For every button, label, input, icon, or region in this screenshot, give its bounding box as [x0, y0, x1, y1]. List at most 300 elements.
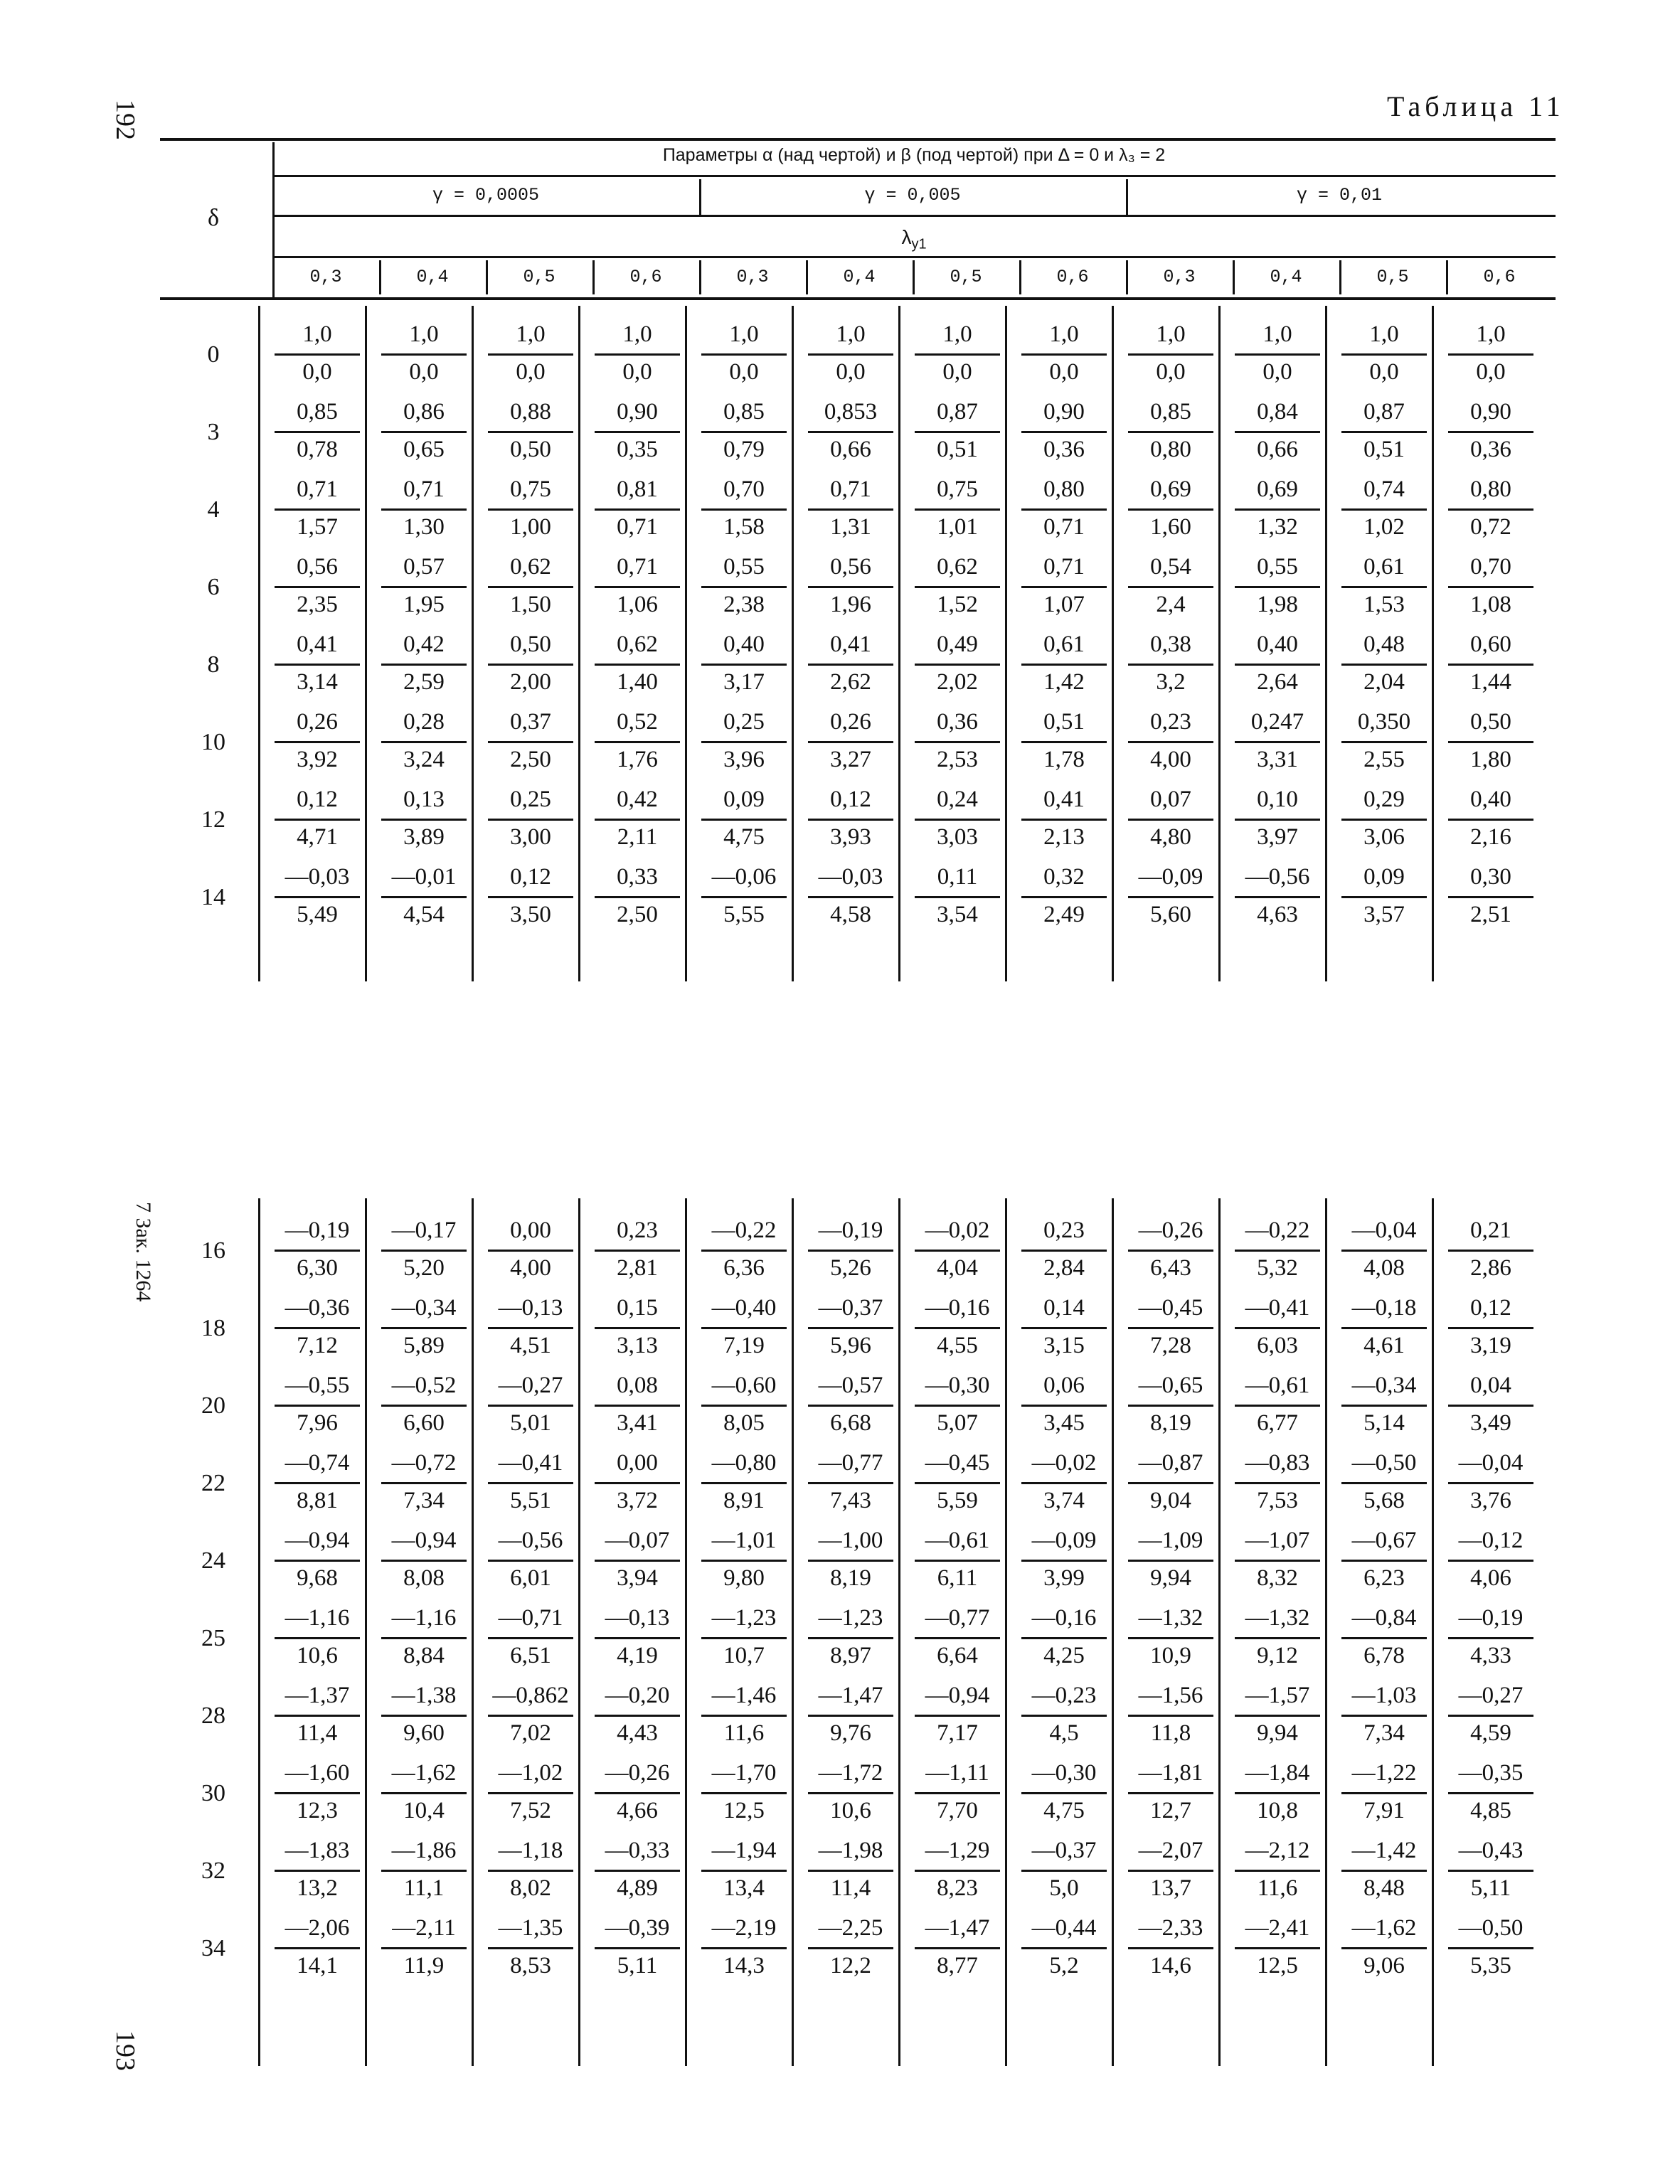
- beta-value: 8,19: [830, 1565, 871, 1591]
- fraction-bar: [1341, 1715, 1427, 1717]
- beta-value: 7,70: [937, 1798, 978, 1823]
- lambda-subscript: y1: [911, 236, 927, 252]
- fraction-bar: [1235, 1792, 1320, 1794]
- beta-value: 3,15: [1043, 1333, 1085, 1358]
- fraction-bar: [1128, 1560, 1213, 1562]
- alpha-value: 0,85: [297, 399, 338, 425]
- beta-value: 1,44: [1470, 669, 1511, 695]
- fraction-bar: [915, 1715, 1000, 1717]
- alpha-value: 0,88: [510, 399, 551, 425]
- alpha-value: —2,06: [285, 1915, 350, 1941]
- gamma-group-label: γ = 0,0005: [432, 185, 540, 206]
- alpha-value: —1,47: [925, 1915, 990, 1941]
- beta-value: 13,4: [723, 1875, 765, 1901]
- column-header: 0,5: [950, 267, 982, 287]
- beta-value: 3,72: [617, 1488, 658, 1513]
- fraction-bar: [1128, 1327, 1213, 1329]
- beta-value: 0,50: [510, 437, 551, 462]
- column-header-divider: [806, 260, 808, 294]
- alpha-value: 0,61: [1043, 632, 1085, 657]
- alpha-value: 0,11: [937, 864, 978, 890]
- beta-value: 11,9: [403, 1953, 445, 1978]
- beta-value: 3,13: [617, 1333, 658, 1358]
- alpha-value: 0,80: [1043, 476, 1085, 502]
- beta-value: 8,77: [937, 1953, 978, 1978]
- beta-value: 11,4: [830, 1875, 871, 1901]
- fraction-bar: [1448, 1870, 1533, 1872]
- alpha-value: —1,83: [285, 1838, 350, 1863]
- fraction-bar: [381, 1637, 467, 1639]
- alpha-value: —2,19: [711, 1915, 777, 1941]
- beta-value: 1,78: [1043, 747, 1085, 772]
- fraction-bar: [1021, 1482, 1107, 1484]
- alpha-value: —1,46: [711, 1683, 777, 1708]
- caption-rule: [272, 175, 1556, 177]
- beta-value: 7,19: [723, 1333, 765, 1358]
- alpha-value: —1,32: [1138, 1605, 1203, 1631]
- fraction-bar: [1448, 1560, 1533, 1562]
- alpha-value: 0,71: [297, 476, 338, 502]
- beta-value: 8,53: [510, 1953, 551, 1978]
- alpha-value: —0,57: [818, 1373, 883, 1398]
- beta-value: 3,57: [1363, 902, 1405, 927]
- beta-value: 7,53: [1257, 1488, 1298, 1513]
- beta-value: 0,0: [1369, 359, 1399, 385]
- alpha-value: —1,62: [1351, 1915, 1417, 1941]
- beta-value: 3,49: [1470, 1410, 1511, 1436]
- beta-value: 7,34: [403, 1488, 445, 1513]
- alpha-value: 0,42: [617, 787, 658, 812]
- fraction-bar: [701, 1792, 787, 1794]
- fraction-bar: [1235, 586, 1320, 588]
- fraction-bar: [1128, 1482, 1213, 1484]
- beta-value: 7,17: [937, 1720, 978, 1746]
- alpha-value: 0,12: [510, 864, 551, 890]
- alpha-value: 0,50: [510, 632, 551, 657]
- beta-value: 6,68: [830, 1410, 871, 1436]
- fraction-bar: [488, 1947, 573, 1949]
- row-delta-value: 14: [201, 884, 225, 910]
- fraction-bar: [1021, 1947, 1107, 1949]
- beta-value: 7,12: [297, 1333, 338, 1358]
- fraction-bar: [1448, 1637, 1533, 1639]
- beta-value: 5,59: [937, 1488, 978, 1513]
- alpha-value: —1,57: [1245, 1683, 1310, 1708]
- row-delta-value: 6: [207, 574, 220, 600]
- alpha-value: —0,09: [1031, 1528, 1097, 1553]
- column-header-divider: [1339, 260, 1341, 294]
- alpha-value: —0,17: [391, 1218, 457, 1243]
- beta-value: 6,03: [1257, 1333, 1298, 1358]
- beta-value: 1,30: [403, 514, 445, 540]
- fraction-bar: [1021, 664, 1107, 666]
- fraction-bar: [808, 1715, 893, 1717]
- beta-value: 9,06: [1363, 1953, 1405, 1978]
- signature-mark: 7 Зак. 1264: [132, 1202, 155, 1302]
- beta-value: 3,74: [1043, 1488, 1085, 1513]
- alpha-value: —0,27: [1458, 1683, 1524, 1708]
- fraction-bar: [275, 1947, 360, 1949]
- fraction-bar: [808, 1792, 893, 1794]
- fraction-bar: [915, 1637, 1000, 1639]
- alpha-value: 0,23: [1043, 1218, 1085, 1243]
- beta-value: 12,7: [1150, 1798, 1191, 1823]
- fraction-bar: [1128, 1250, 1213, 1252]
- fraction-bar: [595, 1405, 680, 1407]
- beta-value: 5,0: [1049, 1875, 1079, 1901]
- beta-value: 7,91: [1363, 1798, 1405, 1823]
- beta-value: 0,51: [1363, 437, 1405, 462]
- alpha-value: 0,25: [723, 709, 765, 735]
- fraction-bar: [701, 664, 787, 666]
- fraction-bar: [701, 1560, 787, 1562]
- beta-value: 10,8: [1257, 1798, 1298, 1823]
- fraction-bar: [1128, 586, 1213, 588]
- alpha-value: —0,19: [285, 1218, 350, 1243]
- alpha-value: 0,00: [510, 1218, 551, 1243]
- alpha-value: 0,57: [403, 554, 445, 580]
- fraction-bar: [1341, 1947, 1427, 1949]
- alpha-value: —0,45: [925, 1450, 990, 1476]
- fraction-bar: [595, 741, 680, 743]
- beta-value: 5,26: [830, 1255, 871, 1281]
- fraction-bar: [488, 1327, 573, 1329]
- fraction-bar: [595, 586, 680, 588]
- fraction-bar: [595, 1792, 680, 1794]
- beta-value: 5,35: [1470, 1953, 1511, 1978]
- fraction-bar: [1235, 508, 1320, 511]
- alpha-value: —0,34: [1351, 1373, 1417, 1398]
- fraction-bar: [808, 819, 893, 821]
- alpha-value: 1,0: [942, 321, 972, 347]
- beta-value: 0,0: [1262, 359, 1292, 385]
- alpha-value: 0,04: [1470, 1373, 1511, 1398]
- alpha-value: 0,90: [1043, 399, 1085, 425]
- fraction-bar: [1235, 1405, 1320, 1407]
- alpha-value: 0,40: [1470, 787, 1511, 812]
- alpha-value: —1,42: [1351, 1838, 1417, 1863]
- beta-value: 3,31: [1257, 747, 1298, 772]
- beta-value: 4,89: [617, 1875, 658, 1901]
- beta-value: 6,64: [937, 1643, 978, 1668]
- beta-value: 7,02: [510, 1720, 551, 1746]
- alpha-value: —1,22: [1351, 1760, 1417, 1786]
- fraction-bar: [808, 664, 893, 666]
- beta-value: 3,06: [1363, 824, 1405, 850]
- beta-value: 10,6: [830, 1798, 871, 1823]
- fraction-bar: [1021, 1327, 1107, 1329]
- alpha-value: —1,16: [285, 1605, 350, 1631]
- row-header-delta: δ: [207, 205, 220, 231]
- alpha-value: —0,87: [1138, 1450, 1203, 1476]
- alpha-value: 0,07: [1150, 787, 1191, 812]
- fraction-bar: [275, 353, 360, 356]
- beta-value: 3,92: [297, 747, 338, 772]
- alpha-value: —0,50: [1351, 1450, 1417, 1476]
- alpha-value: 0,41: [830, 632, 871, 657]
- fraction-bar: [381, 896, 467, 898]
- beta-value: 2,59: [403, 669, 445, 695]
- fraction-bar: [1448, 664, 1533, 666]
- beta-value: 4,75: [723, 824, 765, 850]
- beta-value: 3,96: [723, 747, 765, 772]
- row-delta-value: 3: [207, 419, 220, 445]
- fraction-bar: [808, 586, 893, 588]
- alpha-value: 0,350: [1357, 709, 1411, 735]
- alpha-value: —0,07: [605, 1528, 670, 1553]
- beta-value: 2,55: [1363, 747, 1405, 772]
- beta-value: 2,62: [830, 669, 871, 695]
- fraction-bar: [595, 508, 680, 511]
- fraction-bar: [488, 586, 573, 588]
- alpha-value: 1,0: [516, 321, 546, 347]
- page-number-left: 192: [110, 100, 140, 140]
- beta-value: 0,71: [617, 514, 658, 540]
- alpha-value: 0,32: [1043, 864, 1085, 890]
- alpha-value: —0,71: [498, 1605, 563, 1631]
- fraction-bar: [488, 508, 573, 511]
- alpha-value: —1,29: [925, 1838, 990, 1863]
- row-delta-value: 8: [207, 651, 220, 678]
- beta-value: 0,72: [1470, 514, 1511, 540]
- beta-value: 5,68: [1363, 1488, 1405, 1513]
- alpha-value: 1,0: [1156, 321, 1186, 347]
- beta-value: 5,49: [297, 902, 338, 927]
- fraction-bar: [701, 1637, 787, 1639]
- alpha-value: 1,0: [1049, 321, 1079, 347]
- beta-value: 12,3: [297, 1798, 338, 1823]
- alpha-value: 0,09: [1363, 864, 1405, 890]
- beta-value: 8,05: [723, 1410, 765, 1436]
- alpha-value: —1,37: [285, 1683, 350, 1708]
- alpha-value: —1,07: [1245, 1528, 1310, 1553]
- beta-value: 7,28: [1150, 1333, 1191, 1358]
- alpha-value: 0,70: [1470, 554, 1511, 580]
- beta-value: 0,0: [409, 359, 439, 385]
- beta-value: 1,58: [723, 514, 765, 540]
- beta-value: 2,35: [297, 592, 338, 617]
- fraction-bar: [488, 1792, 573, 1794]
- fraction-bar: [1128, 1792, 1213, 1794]
- beta-value: 2,02: [937, 669, 978, 695]
- fraction-bar: [275, 896, 360, 898]
- beta-value: 8,97: [830, 1643, 871, 1668]
- beta-value: 8,19: [1150, 1410, 1191, 1436]
- alpha-value: —0,27: [498, 1373, 563, 1398]
- alpha-value: —0,03: [285, 864, 350, 890]
- fraction-bar: [595, 431, 680, 433]
- beta-value: 3,24: [403, 747, 445, 772]
- gamma-group-divider: [1126, 179, 1128, 215]
- alpha-value: —0,74: [285, 1450, 350, 1476]
- alpha-value: —0,61: [925, 1528, 990, 1553]
- beta-value: 10,7: [723, 1643, 765, 1668]
- beta-value: 1,53: [1363, 592, 1405, 617]
- alpha-value: 0,12: [830, 787, 871, 812]
- fraction-bar: [1021, 1637, 1107, 1639]
- beta-value: 9,80: [723, 1565, 765, 1591]
- alpha-value: 0,90: [1470, 399, 1511, 425]
- beta-value: 1,50: [510, 592, 551, 617]
- alpha-value: —0,36: [285, 1295, 350, 1321]
- beta-value: 4,04: [937, 1255, 978, 1281]
- fraction-bar: [915, 1405, 1000, 1407]
- alpha-value: —0,33: [605, 1838, 670, 1863]
- alpha-value: —1,35: [498, 1915, 563, 1941]
- beta-value: 0,36: [1043, 437, 1085, 462]
- beta-value: 2,86: [1470, 1255, 1511, 1281]
- alpha-value: 0,49: [937, 632, 978, 657]
- row-delta-value: 18: [201, 1315, 225, 1341]
- row-delta-value: 25: [201, 1625, 225, 1651]
- alpha-value: 0,87: [937, 399, 978, 425]
- fraction-bar: [915, 1250, 1000, 1252]
- fraction-bar: [488, 1870, 573, 1872]
- beta-value: 11,1: [403, 1875, 445, 1901]
- fraction-bar: [808, 1870, 893, 1872]
- fraction-bar: [1128, 1947, 1213, 1949]
- beta-value: 4,54: [403, 902, 445, 927]
- fraction-bar: [701, 1947, 787, 1949]
- beta-value: 0,66: [1257, 437, 1298, 462]
- beta-value: 3,00: [510, 824, 551, 850]
- alpha-value: 0,71: [1043, 554, 1085, 580]
- fraction-bar: [1341, 1870, 1427, 1872]
- fraction-bar: [701, 508, 787, 511]
- alpha-value: 1,0: [1262, 321, 1292, 347]
- fraction-bar: [915, 353, 1000, 356]
- alpha-value: 1,0: [1369, 321, 1399, 347]
- fraction-bar: [595, 819, 680, 821]
- alpha-value: —0,02: [925, 1218, 990, 1243]
- alpha-value: —2,33: [1138, 1915, 1203, 1941]
- beta-value: 0,78: [297, 437, 338, 462]
- fraction-bar: [1341, 1482, 1427, 1484]
- beta-value: 1,57: [297, 514, 338, 540]
- beta-value: 10,4: [403, 1798, 445, 1823]
- beta-value: 5,89: [403, 1333, 445, 1358]
- fraction-bar: [1128, 1870, 1213, 1872]
- column-header-divider: [379, 260, 381, 294]
- beta-value: 1,42: [1043, 669, 1085, 695]
- alpha-value: —0,77: [925, 1605, 990, 1631]
- fraction-bar: [381, 1405, 467, 1407]
- column-header: 0,6: [629, 267, 662, 287]
- fraction-bar: [915, 664, 1000, 666]
- column-rule: [258, 1198, 260, 2066]
- alpha-value: 0,33: [617, 864, 658, 890]
- fraction-bar: [1448, 586, 1533, 588]
- column-header-divider: [1446, 260, 1448, 294]
- alpha-value: —1,98: [818, 1838, 883, 1863]
- alpha-value: 0,60: [1470, 632, 1511, 657]
- fraction-bar: [1021, 353, 1107, 356]
- alpha-value: 0,08: [617, 1373, 658, 1398]
- column-header-divider: [913, 260, 915, 294]
- fraction-bar: [1128, 1637, 1213, 1639]
- fraction-bar: [915, 586, 1000, 588]
- fraction-bar: [275, 1560, 360, 1562]
- alpha-value: —0,23: [1031, 1683, 1097, 1708]
- alpha-value: —1,32: [1245, 1605, 1310, 1631]
- fraction-bar: [275, 1715, 360, 1717]
- column-header: 0,4: [843, 267, 876, 287]
- beta-value: 5,01: [510, 1410, 551, 1436]
- beta-value: 4,19: [617, 1643, 658, 1668]
- alpha-value: 0,80: [1470, 476, 1511, 502]
- fraction-bar: [488, 664, 573, 666]
- alpha-value: —0,39: [605, 1915, 670, 1941]
- column-header: 0,5: [1376, 267, 1409, 287]
- beta-value: 1,76: [617, 747, 658, 772]
- alpha-value: —1,09: [1138, 1528, 1203, 1553]
- fraction-bar: [1021, 1405, 1107, 1407]
- fraction-bar: [488, 1250, 573, 1252]
- alpha-value: —0,03: [818, 864, 883, 890]
- beta-value: 9,60: [403, 1720, 445, 1746]
- fraction-bar: [595, 1637, 680, 1639]
- fraction-bar: [275, 1870, 360, 1872]
- fraction-bar: [808, 896, 893, 898]
- beta-value: 6,78: [1363, 1643, 1405, 1668]
- beta-value: 0,65: [403, 437, 445, 462]
- beta-value: 13,2: [297, 1875, 338, 1901]
- beta-value: 5,20: [403, 1255, 445, 1281]
- beta-value: 0,79: [723, 437, 765, 462]
- beta-value: 2,51: [1470, 902, 1511, 927]
- fraction-bar: [1341, 896, 1427, 898]
- alpha-value: —2,11: [392, 1915, 456, 1941]
- fraction-bar: [808, 1947, 893, 1949]
- fraction-bar: [1448, 741, 1533, 743]
- beta-value: 9,94: [1257, 1720, 1298, 1746]
- fraction-bar: [1021, 508, 1107, 511]
- alpha-value: —0,16: [925, 1295, 990, 1321]
- column-header-divider: [592, 260, 595, 294]
- alpha-value: —0,80: [711, 1450, 777, 1476]
- beta-value: 11,4: [297, 1720, 338, 1746]
- fraction-bar: [488, 1482, 573, 1484]
- fraction-bar: [275, 1405, 360, 1407]
- alpha-value: —1,01: [711, 1528, 777, 1553]
- fraction-bar: [1341, 1637, 1427, 1639]
- beta-value: 3,2: [1156, 669, 1186, 695]
- alpha-value: —0,13: [605, 1605, 670, 1631]
- alpha-value: —0,94: [391, 1528, 457, 1553]
- alpha-value: 1,0: [409, 321, 439, 347]
- fraction-bar: [1448, 1250, 1533, 1252]
- alpha-value: —0,41: [1245, 1295, 1310, 1321]
- fraction-bar: [1021, 1250, 1107, 1252]
- beta-value: 0,0: [729, 359, 759, 385]
- alpha-value: —0,20: [605, 1683, 670, 1708]
- row-delta-value: 30: [201, 1780, 225, 1806]
- fraction-bar: [1448, 1405, 1533, 1407]
- column-header: 0,6: [1056, 267, 1089, 287]
- fraction-bar: [275, 1637, 360, 1639]
- fraction-bar: [1128, 353, 1213, 356]
- fraction-bar: [1235, 1715, 1320, 1717]
- beta-value: 8,81: [297, 1488, 338, 1513]
- beta-value: 0,80: [1150, 437, 1191, 462]
- fraction-bar: [1448, 1792, 1533, 1794]
- beta-value: 1,00: [510, 514, 551, 540]
- alpha-value: 0,69: [1257, 476, 1298, 502]
- alpha-value: 0,21: [1470, 1218, 1511, 1243]
- beta-value: 1,07: [1043, 592, 1085, 617]
- alpha-value: —0,41: [498, 1450, 563, 1476]
- alpha-value: —1,70: [711, 1760, 777, 1786]
